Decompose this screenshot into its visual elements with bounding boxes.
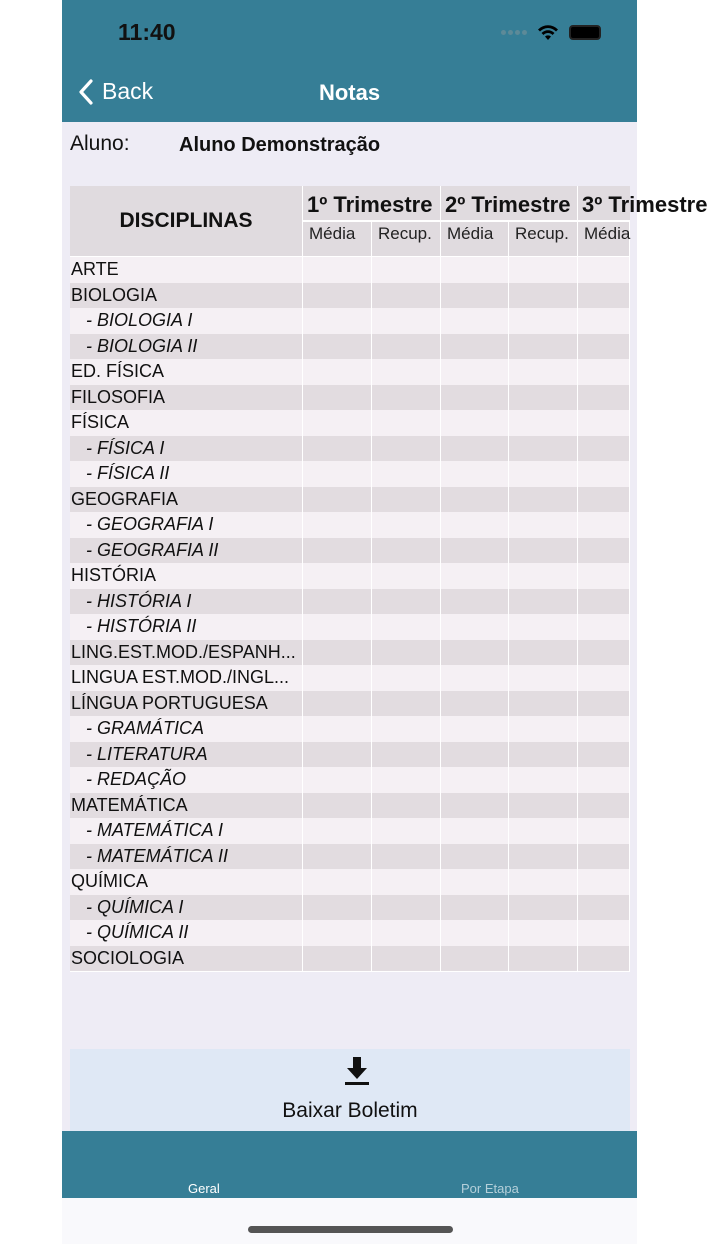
page-title: Notas — [318, 80, 381, 105]
table-row — [70, 334, 630, 360]
table-row — [70, 844, 630, 870]
status-time: 11:40 — [118, 19, 176, 45]
table-row — [70, 385, 630, 411]
table-row — [70, 538, 630, 564]
status-icons — [501, 24, 601, 40]
grade-cell — [441, 359, 508, 385]
grade-cell — [578, 844, 629, 870]
grade-cell — [372, 691, 440, 717]
grade-cell — [441, 563, 508, 589]
discipline-name: ARTE — [70, 257, 302, 283]
back-label: Back — [102, 78, 154, 104]
grade-cell — [509, 436, 577, 462]
download-report-button[interactable] — [70, 1049, 630, 1131]
grade-cell — [303, 589, 371, 615]
grade-cell — [303, 283, 371, 309]
grade-cell — [303, 640, 371, 666]
grade-cell — [578, 665, 629, 691]
subcolumn-header: Recup. — [509, 222, 577, 256]
grade-cell — [441, 334, 508, 360]
grade-cell — [372, 487, 440, 513]
grade-cell — [303, 793, 371, 819]
grade-cell — [509, 563, 577, 589]
subcolumn-header: Média — [578, 222, 629, 256]
grade-cell — [441, 793, 508, 819]
grade-cell — [303, 538, 371, 564]
grade-cell — [509, 895, 577, 921]
table-row — [70, 589, 630, 615]
discipline-name: - QUÍMICA II — [70, 920, 302, 946]
grade-cell — [441, 742, 508, 768]
term-header: 3º Trimestre — [578, 186, 630, 220]
grade-cell — [578, 691, 629, 717]
grade-cell — [303, 614, 371, 640]
grade-cell — [441, 614, 508, 640]
grade-cell — [509, 742, 577, 768]
grade-cell — [578, 589, 629, 615]
grade-cell — [372, 818, 440, 844]
grade-cell — [303, 818, 371, 844]
table-row — [70, 691, 630, 717]
grade-cell — [578, 283, 629, 309]
grade-cell — [578, 410, 629, 436]
grade-cell — [509, 920, 577, 946]
grade-cell — [303, 257, 371, 283]
grade-cell — [509, 589, 577, 615]
grade-cell — [372, 869, 440, 895]
grade-cell — [509, 614, 577, 640]
grade-cell — [578, 334, 629, 360]
discipline-name: - FÍSICA II — [70, 461, 302, 487]
grade-cell — [303, 691, 371, 717]
grades-table[interactable] — [70, 186, 707, 972]
grade-cell — [441, 436, 508, 462]
table-row — [70, 410, 630, 436]
grade-cell — [372, 334, 440, 360]
grade-cell — [372, 844, 440, 870]
grade-cell — [578, 640, 629, 666]
table-row — [70, 665, 630, 691]
grade-cell — [441, 895, 508, 921]
discipline-name: - MATEMÁTICA II — [70, 844, 302, 870]
discipline-name: QUÍMICA — [70, 869, 302, 895]
table-row — [70, 640, 630, 666]
grade-cell — [578, 818, 629, 844]
grade-cell — [578, 767, 629, 793]
table-row — [70, 436, 630, 462]
term-header: 2º Trimestre — [441, 186, 577, 220]
table-row — [70, 512, 630, 538]
grade-cell — [509, 359, 577, 385]
discipline-name: - BIOLOGIA I — [70, 308, 302, 334]
table-row — [70, 920, 630, 946]
discipline-name: - HISTÓRIA II — [70, 614, 302, 640]
grade-cell — [509, 818, 577, 844]
grade-cell — [441, 920, 508, 946]
grade-cell — [578, 946, 629, 972]
discipline-name: - LITERATURA — [70, 742, 302, 768]
grade-cell — [578, 563, 629, 589]
subcolumn-header: Recup. — [372, 222, 440, 256]
grade-cell — [578, 742, 629, 768]
grade-cell — [441, 257, 508, 283]
disciplines-header: DISCIPLINAS — [70, 186, 302, 256]
grade-cell — [578, 614, 629, 640]
grade-cell — [441, 869, 508, 895]
grade-cell — [578, 716, 629, 742]
student-name: Aluno Demonstração — [179, 134, 381, 156]
discipline-name: GEOGRAFIA — [70, 487, 302, 513]
discipline-name: FILOSOFIA — [70, 385, 302, 411]
grade-cell — [441, 461, 508, 487]
grade-cell — [372, 640, 440, 666]
grade-cell — [372, 563, 440, 589]
grade-cell — [372, 793, 440, 819]
grade-cell — [441, 716, 508, 742]
table-row — [70, 716, 630, 742]
grade-cell — [372, 716, 440, 742]
table-row — [70, 742, 630, 768]
term-header: 1º Trimestre — [303, 186, 440, 220]
grade-cell — [303, 869, 371, 895]
grade-cell — [509, 385, 577, 411]
grade-cell — [509, 334, 577, 360]
grade-cell — [509, 410, 577, 436]
table-row — [70, 308, 630, 334]
tab-por-etapa[interactable]: Por Etapa — [461, 1181, 519, 1196]
grade-cell — [372, 665, 440, 691]
grade-cell — [578, 308, 629, 334]
grade-cell — [441, 487, 508, 513]
home-area — [62, 1198, 637, 1244]
grade-cell — [441, 640, 508, 666]
grade-cell — [372, 946, 440, 972]
grade-cell — [303, 334, 371, 360]
table-row — [70, 793, 630, 819]
grade-cell — [303, 716, 371, 742]
grade-cell — [509, 640, 577, 666]
grade-cell — [303, 946, 371, 972]
table-row — [70, 461, 630, 487]
grade-cell — [303, 359, 371, 385]
discipline-name: BIOLOGIA — [70, 283, 302, 309]
grade-cell — [578, 793, 629, 819]
grade-cell — [372, 257, 440, 283]
table-row — [70, 257, 630, 283]
discipline-name: - MATEMÁTICA I — [70, 818, 302, 844]
table-row — [70, 359, 630, 385]
grade-cell — [578, 257, 629, 283]
grade-cell — [372, 512, 440, 538]
grade-cell — [372, 538, 440, 564]
table-row — [70, 767, 630, 793]
grade-cell — [372, 895, 440, 921]
grade-cell — [303, 563, 371, 589]
grade-cell — [372, 410, 440, 436]
subcolumn-header: Média — [441, 222, 508, 256]
grade-cell — [509, 869, 577, 895]
grade-cell — [372, 283, 440, 309]
grade-cell — [441, 767, 508, 793]
grade-cell — [303, 512, 371, 538]
table-row — [70, 895, 630, 921]
student-label: Aluno: — [70, 132, 130, 155]
discipline-name: ED. FÍSICA — [70, 359, 302, 385]
grade-cell — [441, 308, 508, 334]
grade-cell — [303, 385, 371, 411]
discipline-name: - GEOGRAFIA II — [70, 538, 302, 564]
grade-cell — [509, 946, 577, 972]
grade-cell — [578, 512, 629, 538]
home-indicator[interactable] — [248, 1226, 453, 1233]
discipline-name: LÍNGUA PORTUGUESA — [70, 691, 302, 717]
download-label: Baixar Boletim — [282, 1099, 418, 1122]
discipline-name: - GEOGRAFIA I — [70, 512, 302, 538]
grade-cell — [509, 767, 577, 793]
discipline-name: - BIOLOGIA II — [70, 334, 302, 360]
subcolumn-header: Média — [303, 222, 371, 256]
grade-cell — [578, 920, 629, 946]
grade-cell — [509, 844, 577, 870]
grade-cell — [441, 844, 508, 870]
grade-cell — [372, 436, 440, 462]
grade-cell — [372, 920, 440, 946]
grade-cell — [372, 385, 440, 411]
grade-cell — [509, 308, 577, 334]
phone-screen — [62, 0, 707, 1244]
grade-cell — [303, 767, 371, 793]
grade-cell — [372, 308, 440, 334]
discipline-name: FÍSICA — [70, 410, 302, 436]
grade-cell — [509, 716, 577, 742]
grade-cell — [441, 665, 508, 691]
discipline-name: - GRAMÁTICA — [70, 716, 302, 742]
grade-cell — [578, 538, 629, 564]
grade-cell — [303, 410, 371, 436]
grade-cell — [509, 257, 577, 283]
nav-bar — [62, 0, 637, 122]
discipline-name: HISTÓRIA — [70, 563, 302, 589]
grade-cell — [303, 436, 371, 462]
grade-cell — [372, 589, 440, 615]
table-row — [70, 818, 630, 844]
grade-cell — [578, 436, 629, 462]
grade-cell — [372, 614, 440, 640]
grade-cell — [303, 742, 371, 768]
grade-cell — [441, 946, 508, 972]
table-row — [70, 614, 630, 640]
grade-cell — [509, 461, 577, 487]
grade-cell — [372, 742, 440, 768]
discipline-name: LING.EST.MOD./ESPANH... — [70, 640, 302, 666]
grade-cell — [509, 691, 577, 717]
grade-cell — [372, 767, 440, 793]
tab-bar — [62, 1131, 637, 1198]
grade-cell — [578, 461, 629, 487]
signal-icon — [501, 30, 527, 35]
discipline-name: - HISTÓRIA I — [70, 589, 302, 615]
grade-cell — [509, 487, 577, 513]
tab-geral[interactable]: Geral — [188, 1181, 220, 1196]
discipline-name: MATEMÁTICA — [70, 793, 302, 819]
grade-cell — [578, 487, 629, 513]
table-row — [70, 946, 630, 972]
wifi-icon — [537, 24, 559, 40]
table-row — [70, 563, 630, 589]
discipline-name: LINGUA EST.MOD./INGL... — [70, 665, 302, 691]
grade-cell — [441, 410, 508, 436]
table-row — [70, 283, 630, 309]
grade-cell — [303, 461, 371, 487]
grade-cell — [578, 385, 629, 411]
grade-cell — [303, 844, 371, 870]
grade-cell — [303, 308, 371, 334]
grade-cell — [578, 869, 629, 895]
grade-cell — [441, 283, 508, 309]
discipline-name: - FÍSICA I — [70, 436, 302, 462]
grade-cell — [303, 920, 371, 946]
grade-cell — [441, 691, 508, 717]
grade-cell — [578, 895, 629, 921]
grade-cell — [372, 359, 440, 385]
grade-cell — [441, 589, 508, 615]
download-icon — [342, 1055, 372, 1087]
table-row — [70, 487, 630, 513]
grade-cell — [441, 385, 508, 411]
grade-cell — [509, 538, 577, 564]
grade-cell — [578, 359, 629, 385]
discipline-name: - REDAÇÃO — [70, 767, 302, 793]
grade-cell — [509, 665, 577, 691]
discipline-name: SOCIOLOGIA — [70, 946, 302, 972]
grade-cell — [303, 487, 371, 513]
grade-cell — [303, 895, 371, 921]
grade-cell — [509, 512, 577, 538]
grade-cell — [303, 665, 371, 691]
grade-cell — [509, 793, 577, 819]
discipline-name: - QUÍMICA I — [70, 895, 302, 921]
grade-cell — [372, 461, 440, 487]
grade-cell — [441, 538, 508, 564]
grade-cell — [509, 283, 577, 309]
table-row — [70, 869, 630, 895]
battery-icon — [569, 25, 601, 40]
grade-cell — [441, 818, 508, 844]
grade-cell — [441, 512, 508, 538]
